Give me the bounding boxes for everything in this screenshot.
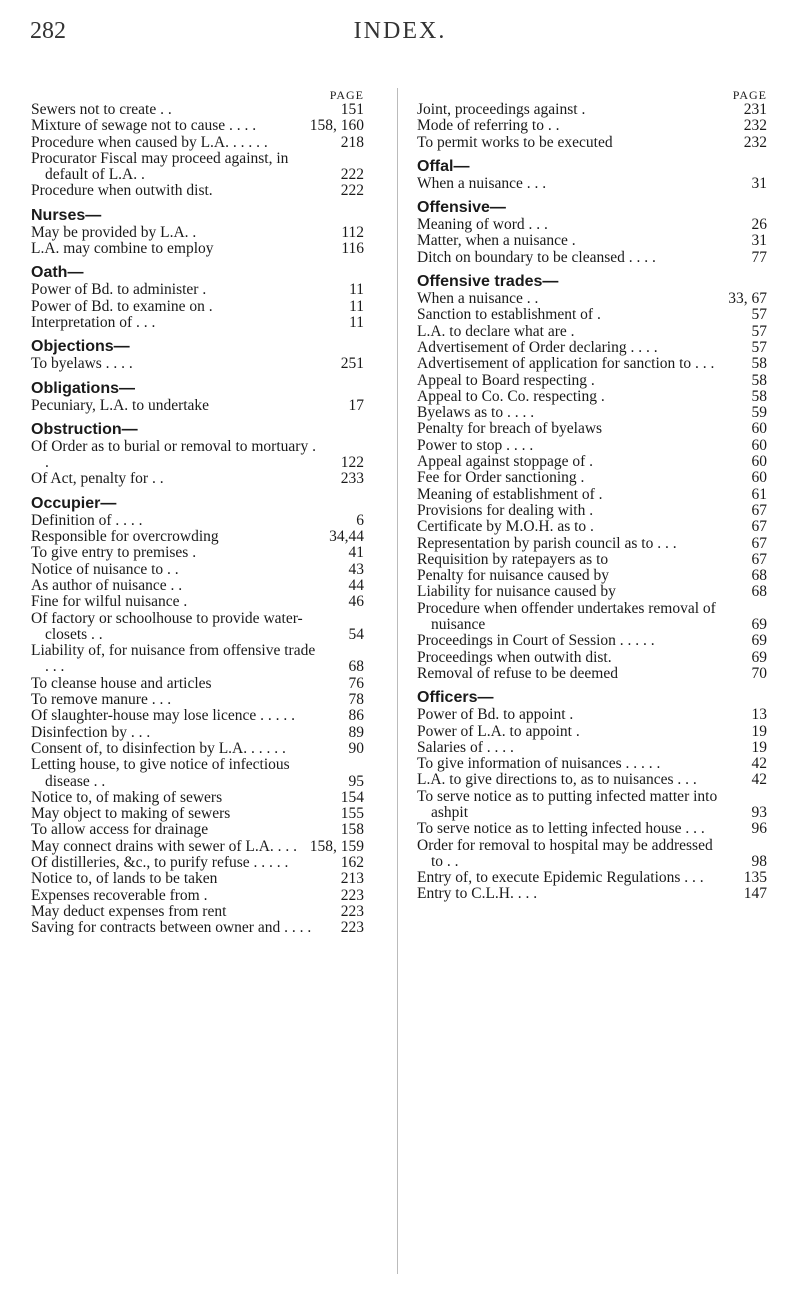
entry-page-ref: 222 [340, 166, 364, 184]
index-entry [31, 839, 364, 855]
entry-text: Representation by parish council as to . . . [417, 534, 677, 552]
entry-text: Notice to, of making of sewers [31, 788, 223, 806]
entry-text: Provisions for dealing with . [417, 501, 594, 519]
entry-page-ref: 68 [348, 658, 364, 676]
entry-text: Proceedings in Court of Session . . . . . [417, 632, 655, 650]
index-entry [417, 886, 767, 902]
index-entry [417, 307, 767, 323]
entry-text: Mode of referring to . . [417, 117, 560, 135]
entry-text: May be provided by L.A. . [31, 223, 197, 241]
entry-page-ref: 223 [340, 886, 364, 904]
index-entry [31, 151, 364, 184]
index-entry [31, 806, 364, 822]
entry-text: Power of L.A. to appoint . [417, 722, 580, 740]
entry-page-ref: 69 [751, 616, 767, 634]
entry-page-ref: 46 [348, 593, 364, 611]
entry-page-ref: 33, 67 [728, 290, 767, 308]
entry-text: Notice of nuisance to . . [31, 560, 179, 578]
entry-text: Salaries of . . . . [417, 738, 514, 756]
entry-page-ref: 19 [751, 722, 767, 740]
index-entry [31, 183, 364, 199]
entry-page-ref: 233 [340, 470, 364, 488]
entry-text: Fee for Order sanctioning . [417, 469, 585, 487]
entry-text: Definition of . . . . [31, 511, 143, 529]
entry-text: Procedure when caused by L.A. . . . . . [31, 133, 268, 151]
index-entry [417, 503, 767, 519]
index-entry [31, 398, 364, 414]
entry-page-ref: 58 [751, 355, 767, 373]
entry-text: To remove manure . . . [31, 691, 172, 709]
entry-page-ref: 60 [751, 469, 767, 487]
index-entry [417, 135, 767, 151]
index-column-right [417, 88, 767, 903]
entry-page-ref: 17 [348, 396, 364, 414]
entry-text: Sewers not to create . . [31, 101, 172, 118]
entry-text: Meaning of establishment of . [417, 485, 603, 503]
index-entry [31, 356, 364, 372]
page-title: INDEX. [353, 18, 447, 44]
entry-page-ref: 67 [751, 550, 767, 568]
entry-text: Interpretation of . . . [31, 313, 156, 331]
entry-page-ref: 232 [743, 133, 767, 151]
entry-page-ref: 86 [348, 707, 364, 725]
index-entry [31, 822, 364, 838]
index-entry [31, 888, 364, 904]
entry-text: L.A. to declare what are . [417, 322, 575, 340]
index-entry [417, 454, 767, 470]
index-heading: Officers— [417, 689, 494, 707]
entry-text: Power to stop . . . . [417, 436, 534, 454]
index-entry [31, 299, 364, 315]
entry-text: To give entry to premises . [31, 544, 197, 562]
entry-text: Liability of, for nuisance from offensive trade . . . [31, 642, 316, 676]
entry-page-ref: 60 [751, 453, 767, 471]
index-entry [417, 552, 767, 568]
entry-text: Of factory or schoolhouse to provide water-closets . . [31, 609, 303, 643]
index-entry [417, 568, 767, 584]
index-entry [31, 611, 364, 644]
entry-text: Entry to C.L.H. . . . [417, 885, 538, 903]
entry-page-ref: 222 [340, 182, 364, 200]
entry-page-ref: 11 [349, 297, 364, 315]
entry-page-ref: 11 [349, 281, 364, 299]
index-entry [417, 536, 767, 552]
entry-text: Appeal to Board respecting . [417, 371, 595, 389]
entry-text: Procurator Fiscal may proceed against, in default of L.A. . [31, 149, 289, 184]
entry-page-ref: 78 [348, 691, 364, 709]
entry-text: Of distilleries, &c., to purify refuse . . . . . [31, 853, 289, 871]
entry-page-ref: 59 [751, 404, 767, 422]
entry-page-ref: 68 [751, 583, 767, 601]
entry-text: To give information of nuisances . . . . . [417, 755, 661, 773]
entry-text: Expenses recoverable from . [31, 886, 208, 904]
entry-text: L.A. to give directions to, as to nuisances . . . [417, 771, 697, 789]
index-entry [31, 545, 364, 561]
entry-page-ref: 61 [751, 485, 767, 503]
entry-text: Consent of, to disinfection by L.A. . . . . . [31, 739, 286, 757]
entry-text: Order for removal to hospital may be addressed to . . [417, 836, 713, 870]
index-entry [417, 870, 767, 886]
entry-page-ref: 19 [751, 738, 767, 756]
entry-text: To serve notice as to letting infected house . . . [417, 820, 705, 838]
entry-page-ref: 76 [348, 674, 364, 692]
entry-text: May deduct expenses from rent [31, 902, 227, 920]
index-entry [31, 725, 364, 741]
index-column-left [31, 88, 364, 936]
index-entry [417, 217, 767, 233]
entry-text: Pecuniary, L.A. to undertake [31, 396, 210, 414]
index-entry [31, 225, 364, 241]
entry-page-ref: 70 [751, 664, 767, 682]
index-entry [31, 904, 364, 920]
entry-text: To serve notice as to putting infected matter into ashpit [417, 787, 718, 821]
entry-page-ref: 155 [340, 805, 364, 823]
entry-page-ref: 57 [751, 322, 767, 340]
entry-page-ref: 90 [348, 739, 364, 757]
entry-page-ref: 58 [751, 371, 767, 389]
entry-text: To byelaws . . . . [31, 355, 133, 373]
entry-text: Certificate by M.O.H. as to . [417, 518, 594, 536]
entry-text: Of slaughter-house may lose licence . . . . . [31, 707, 295, 725]
entry-text: Saving for contracts between owner and . . . . [31, 919, 312, 937]
index-entry [31, 282, 364, 298]
index-entry [31, 135, 364, 151]
entry-text: Sanction to establishment of . [417, 306, 601, 324]
entry-text: Advertisement of application for sanction to . . . [417, 355, 715, 373]
index-heading: Objections— [31, 338, 130, 356]
column-page-header: PAGE [329, 88, 364, 102]
entry-text: As author of nuisance . . [31, 576, 183, 594]
index-heading: Oath— [31, 264, 84, 282]
index-entry [417, 487, 767, 503]
index-entry [417, 707, 767, 723]
entry-text: Penalty for breach of byelaws [417, 420, 603, 438]
entry-page-ref: 122 [340, 454, 364, 472]
entry-text: Meaning of word . . . [417, 216, 548, 234]
index-entry [31, 676, 364, 692]
index-entry [31, 315, 364, 331]
index-entry [31, 562, 364, 578]
index-entry [417, 740, 767, 756]
entry-text: Liability for nuisance caused by [417, 583, 616, 601]
entry-text: L.A. may combine to employ [31, 240, 214, 258]
index-entry [417, 118, 767, 134]
entry-text: Procedure when offender undertakes removal of nuisance [417, 599, 716, 634]
entry-text: Byelaws as to . . . . [417, 404, 535, 422]
entry-text: Advertisement of Order declaring . . . . [417, 338, 658, 356]
entry-page-ref: 67 [751, 518, 767, 536]
entry-page-ref: 98 [751, 852, 767, 870]
entry-page-ref: 112 [341, 223, 364, 241]
entry-text: Requisition by ratepayers as to [417, 550, 609, 568]
index-entry [417, 176, 767, 192]
index-entry [417, 324, 767, 340]
entry-page-ref: 213 [340, 870, 364, 888]
entry-text: Entry of, to execute Epidemic Regulations . . . [417, 869, 704, 887]
index-entry [417, 772, 767, 788]
index-entry [417, 340, 767, 356]
entry-text: Disinfection by . . . [31, 723, 151, 741]
entry-page-ref: 218 [340, 133, 364, 151]
entry-page-ref: 95 [348, 772, 364, 790]
index-entry [31, 757, 364, 790]
entry-page-ref: 67 [751, 501, 767, 519]
entry-text: Power of Bd. to administer . [31, 281, 207, 299]
entry-text: Proceedings when outwith dist. [417, 648, 612, 666]
entry-page-ref: 31 [751, 232, 767, 250]
index-entry [417, 438, 767, 454]
entry-text: Of Act, penalty for . . [31, 470, 164, 488]
entry-page-ref: 158, 160 [309, 117, 364, 135]
entry-page-ref: 158, 159 [309, 837, 364, 855]
index-entry [31, 102, 364, 118]
entry-text: Letting house, to give notice of infectious disease . . [31, 756, 290, 790]
index-entry [31, 241, 364, 257]
entry-page-ref: 232 [743, 117, 767, 135]
entry-text: Power of Bd. to appoint . [417, 706, 574, 724]
entry-text: Matter, when a nuisance . [417, 232, 576, 250]
entry-page-ref: 223 [340, 902, 364, 920]
entry-text: May connect drains with sewer of L.A. . . . [31, 837, 298, 855]
index-entry [417, 373, 767, 389]
index-entry [417, 724, 767, 740]
index-entry [31, 513, 364, 529]
entry-text: To cleanse house and articles [31, 674, 212, 692]
index-entry [31, 855, 364, 871]
entry-text: Appeal to Co. Co. respecting . [417, 387, 605, 405]
entry-text: When a nuisance . . [417, 290, 539, 308]
index-entry [417, 838, 767, 871]
entry-page-ref: 58 [751, 387, 767, 405]
entry-page-ref: 57 [751, 306, 767, 324]
entry-text: Penalty for nuisance caused by [417, 567, 609, 585]
index-entry [417, 821, 767, 837]
entry-page-ref: 231 [743, 101, 767, 118]
entry-page-ref: 6 [356, 511, 364, 529]
entry-text: Notice to, of lands to be taken [31, 870, 218, 888]
index-entry [31, 741, 364, 757]
index-heading: Offensive trades— [417, 273, 559, 291]
entry-text: Appeal against stoppage of . [417, 453, 594, 471]
entry-page-ref: 13 [751, 706, 767, 724]
entry-page-ref: 60 [751, 420, 767, 438]
entry-text: To allow access for drainage [31, 821, 209, 839]
column-divider [397, 88, 398, 1274]
index-entry [31, 871, 364, 887]
index-entry [417, 421, 767, 437]
index-entry [31, 790, 364, 806]
index-entry [417, 601, 767, 634]
entry-page-ref: 67 [751, 534, 767, 552]
entry-text: Procedure when outwith dist. [31, 182, 213, 200]
index-entry [417, 633, 767, 649]
entry-page-ref: 43 [348, 560, 364, 578]
entry-text: May object to making of sewers [31, 805, 231, 823]
entry-page-ref: 69 [751, 648, 767, 666]
entry-page-ref: 26 [751, 216, 767, 234]
entry-text: Power of Bd. to examine on . [31, 297, 213, 315]
index-entry [417, 756, 767, 772]
entry-text: Of Order as to burial or removal to mortuary . . [31, 437, 316, 472]
index-entry [417, 470, 767, 486]
entry-page-ref: 135 [743, 869, 767, 887]
entry-page-ref: 57 [751, 338, 767, 356]
index-heading: Obstruction— [31, 420, 138, 438]
entry-page-ref: 223 [340, 919, 364, 937]
column-page-header: PAGE [732, 88, 767, 102]
entry-text: Responsible for overcrowding [31, 528, 219, 546]
entry-page-ref: 162 [340, 853, 364, 871]
index-heading: Occupier— [31, 494, 117, 512]
entry-page-ref: 11 [349, 313, 364, 331]
entry-page-ref: 89 [348, 723, 364, 741]
index-entry [31, 439, 364, 472]
entry-page-ref: 154 [340, 788, 364, 806]
entry-page-ref: 42 [751, 755, 767, 773]
index-entry [417, 389, 767, 405]
entry-page-ref: 68 [751, 567, 767, 585]
page-number: 282 [30, 18, 66, 44]
entry-page-ref: 69 [751, 632, 767, 650]
index-entry [417, 584, 767, 600]
entry-page-ref: 158 [340, 821, 364, 839]
index-heading: Offensive— [417, 199, 506, 217]
index-entry [31, 594, 364, 610]
entry-page-ref: 77 [751, 248, 767, 266]
entry-page-ref: 34,44 [329, 528, 364, 546]
index-entry [31, 920, 364, 936]
entry-page-ref: 96 [751, 820, 767, 838]
entry-text: When a nuisance . . . [417, 174, 547, 192]
index-entry [417, 102, 767, 118]
index-heading: Offal— [417, 157, 470, 175]
entry-page-ref: 116 [341, 240, 364, 258]
entry-text: Ditch on boundary to be cleansed . . . . [417, 248, 656, 266]
entry-text: Fine for wilful nuisance . [31, 593, 188, 611]
entry-page-ref: 151 [340, 101, 364, 118]
index-entry [417, 650, 767, 666]
index-entry [417, 291, 767, 307]
entry-page-ref: 251 [340, 355, 364, 373]
index-entry [417, 405, 767, 421]
index-entry [417, 233, 767, 249]
entry-page-ref: 147 [743, 885, 767, 903]
entry-text: Joint, proceedings against . [417, 101, 586, 118]
entry-text: Removal of refuse to be deemed [417, 664, 618, 682]
index-entry [31, 118, 364, 134]
index-entry [417, 789, 767, 822]
entry-page-ref: 31 [751, 174, 767, 192]
index-entry [31, 643, 364, 676]
index-entry [31, 529, 364, 545]
index-entry [417, 250, 767, 266]
entry-text: Mixture of sewage not to cause . . . . [31, 117, 257, 135]
index-entry [417, 356, 767, 372]
entry-page-ref: 44 [348, 576, 364, 594]
entry-page-ref: 93 [751, 803, 767, 821]
index-entry [31, 578, 364, 594]
entry-page-ref: 42 [751, 771, 767, 789]
index-heading: Nurses— [31, 206, 102, 224]
entry-text: To permit works to be executed [417, 133, 613, 151]
index-entry [31, 692, 364, 708]
index-heading: Obligations— [31, 379, 135, 397]
entry-page-ref: 54 [348, 625, 364, 643]
index-entry [417, 666, 767, 682]
entry-page-ref: 41 [348, 544, 364, 562]
entry-page-ref: 60 [751, 436, 767, 454]
index-entry [417, 519, 767, 535]
index-entry [31, 708, 364, 724]
index-entry [31, 471, 364, 487]
